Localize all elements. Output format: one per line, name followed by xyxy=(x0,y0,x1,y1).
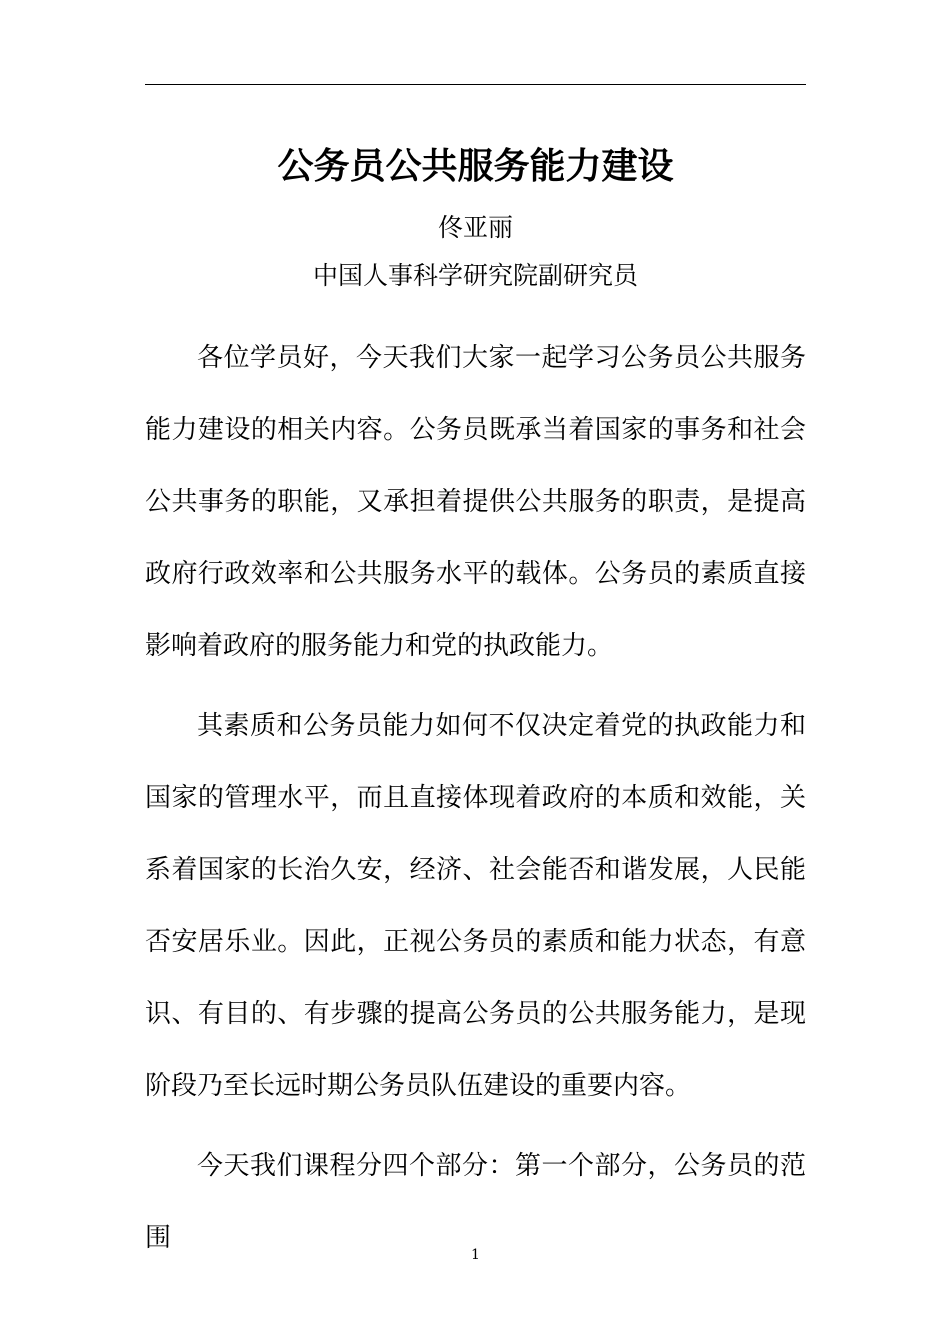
paragraph: 其素质和公务员能力如何不仅决定着党的执政能力和国家的管理水平，而且直接体现着政府的本质和效能，关系着国家的长治久安，经济、社会能否和谐发展，人民能否安居乐业。因此，正视公务员的素质和能力状态，有意识、有目的、有步骤的提高公务员的公共服务能力，是现阶段乃至长远时期公务员队伍建设的重要内容。 xyxy=(145,711,806,1101)
author-name: 佟亚丽 xyxy=(437,213,513,242)
page-number: 1 xyxy=(471,1247,480,1263)
paragraph: 今天我们课程分四个部分：第一个部分，公务员的范围 xyxy=(145,1151,806,1253)
paragraph: 各位学员好，今天我们大家一起学习公务员公共服务能力建设的相关内容。公务员既承当着国家的事务和社会公共事务的职能，又承担着提供公共服务的职责，是提高政府行政效率和公共服务水平的载体。公务员的素质直接影响着政府的服务能力和党的执政能力。 xyxy=(145,343,806,661)
document-title: 公务员公共服务能力建设 xyxy=(277,145,674,187)
body-text xyxy=(145,322,806,1280)
author-affiliation: 中国人事科学研究院副研究员 xyxy=(312,261,638,290)
header-rule xyxy=(145,84,806,85)
